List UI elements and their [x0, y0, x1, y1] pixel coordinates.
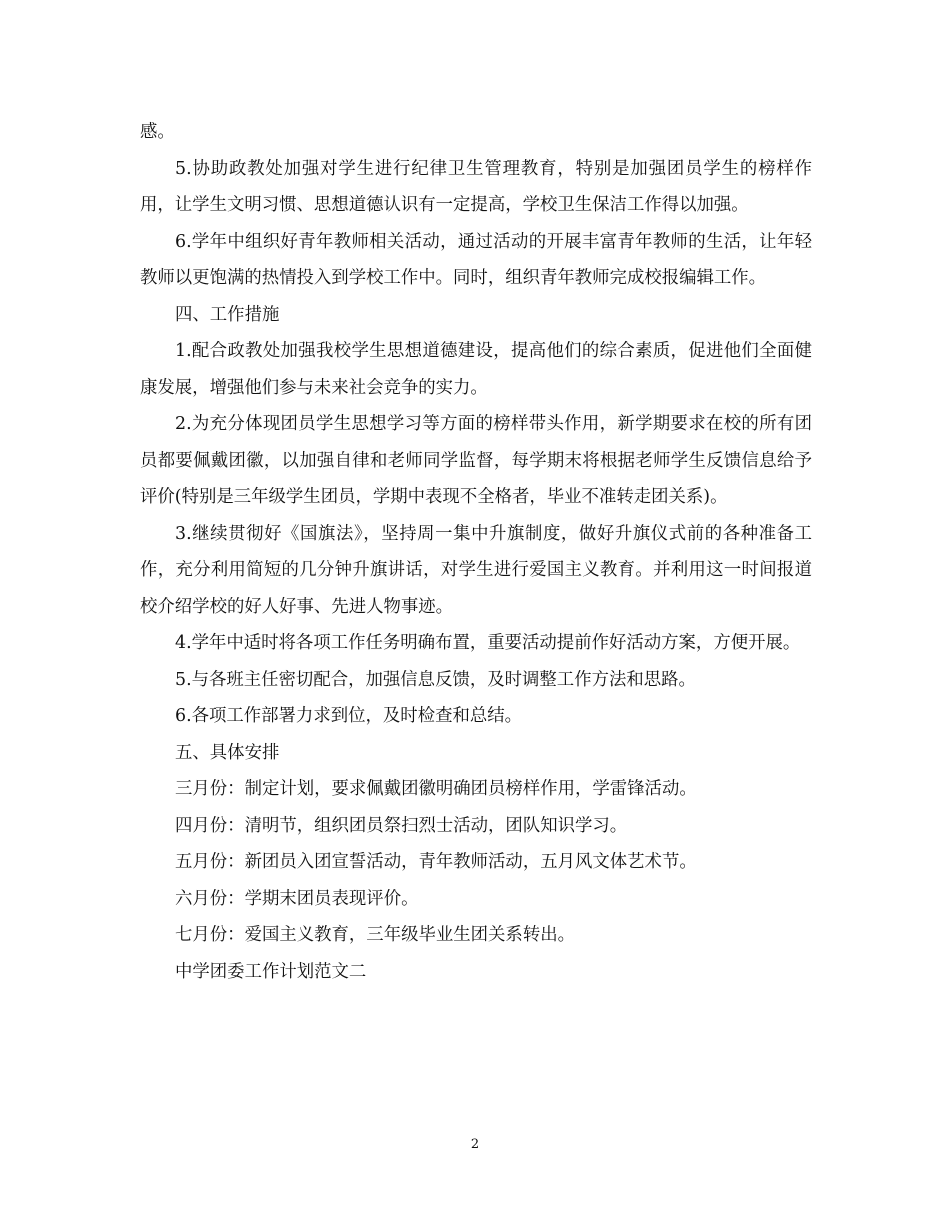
paragraph: 6.各项工作部署力求到位，及时检查和总结。: [175, 706, 523, 726]
paragraph: 七月份：爱国主义教育，三年级毕业生团关系转出。: [175, 925, 575, 945]
paragraph: 1.配合政教处加强我校学生思想道德建设，提高他们的综合素质，促进他们全面健康发展，增强他们参与未来社会竞争的实力。: [140, 341, 812, 398]
paragraph: 五、具体安排: [175, 742, 280, 763]
paragraph: 五月份：新团员入团宣誓活动，青年教师活动，五月风文体艺术节。: [175, 852, 697, 872]
paragraph: 2.为充分体现团员学生思想学习等方面的榜样带头作用，新学期要求在校的所有团员都要佩戴团徽，以加强自律和老师同学监督，每学期末将根据老师学生反馈信息给予评价(特别是三年级学生团员，学期中表现不全格者，毕业不准转走团关系)。: [140, 414, 812, 507]
paragraph: 六月份：学期末团员表现评价。: [175, 888, 419, 909]
paragraph: 三月份：制定计划，要求佩戴团徽明确团员榜样作用，学雷锋活动。: [175, 779, 697, 799]
page-number: 2: [470, 1137, 480, 1152]
paragraph: 6.学年中组织好青年教师相关活动，通过活动的开展丰富青年教师的生活，让年轻教师以更饱满的热情投入到学校工作中。同时，组织青年教师完成校报编辑工作。: [140, 231, 812, 288]
paragraph: 4.学年中适时将各项工作任务明确布置，重要活动提前作好活动方案，方便开展。: [175, 633, 801, 653]
paragraph: 5.协助政教处加强对学生进行纪律卫生管理教育，特别是加强团员学生的榜样作用，让学生文明习惯、思想道德认识有一定提高，学校卫生保洁工作得以加强。: [140, 158, 812, 215]
paragraph: 四、工作措施: [175, 304, 280, 325]
document-body: [140, 114, 812, 990]
paragraph: 3.继续贯彻好《国旗法》，坚持周一集中升旗制度，做好升旗仪式前的各种准备工作，充分利用简短的几分钟升旗讲话，对学生进行爱国主义教育。并利用这一时间报道校介绍学校的好人好事、先进人物事迹。: [140, 523, 812, 617]
paragraph: 感。: [140, 122, 175, 142]
paragraph: 中学团委工作计划范文二: [175, 961, 367, 982]
paragraph: 四月份：清明节，组织团员祭扫烈士活动，团队知识学习。: [175, 815, 628, 836]
paragraph: 5.与各班主任密切配合，加强信息反馈，及时调整工作方法和思路。: [175, 669, 696, 690]
